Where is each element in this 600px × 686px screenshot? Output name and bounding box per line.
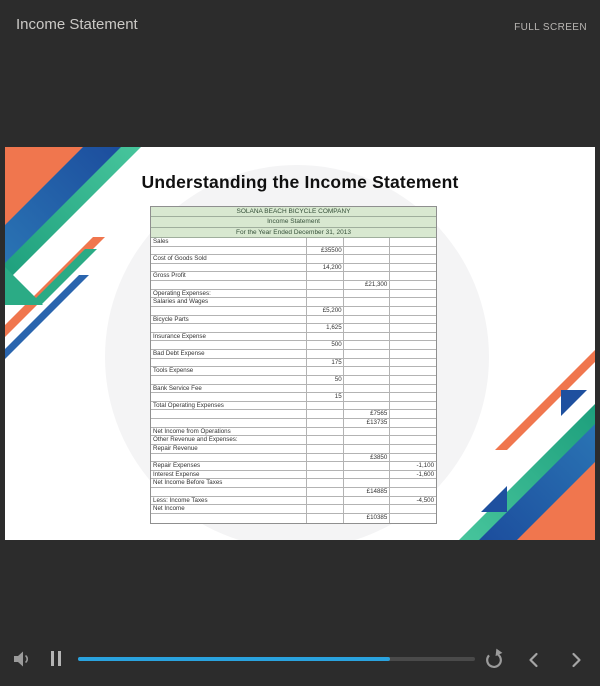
row-label-cell: [151, 247, 306, 255]
amount-cell-2: £14885: [343, 488, 390, 496]
amount-cell-1: [306, 272, 343, 280]
replay-icon: [483, 648, 505, 670]
amount-cell-3: [389, 272, 436, 280]
row-label-cell: [151, 324, 306, 332]
statement-row: [151, 238, 436, 247]
amount-cell-1: [306, 333, 343, 341]
amount-cell-1: [306, 290, 343, 298]
amount-cell-2: [343, 350, 390, 358]
amount-cell-1: [306, 436, 343, 444]
statement-row: [151, 488, 436, 497]
amount-cell-2: £10385: [343, 514, 390, 523]
amount-cell-1: [306, 462, 343, 470]
statement-row: [151, 471, 436, 480]
amount-cell-3: [389, 410, 436, 418]
amount-cell-1: [306, 514, 343, 523]
amount-cell-1: [306, 479, 343, 487]
next-button[interactable]: [565, 650, 586, 671]
amount-cell-2: [343, 272, 390, 280]
statement-row: [151, 445, 436, 454]
row-label-cell: Gross Profit: [153, 272, 186, 280]
income-statement-table: [150, 206, 437, 524]
amount-cell-1: [306, 367, 343, 375]
amount-cell-1: 175: [306, 359, 343, 367]
slide-frame: [5, 147, 595, 540]
volume-button[interactable]: [10, 648, 34, 672]
amount-cell-1: 50: [306, 376, 343, 384]
row-label-cell: Operating Expenses:: [153, 289, 211, 297]
row-label-cell: [151, 264, 306, 272]
amount-cell-1: [306, 488, 343, 496]
amount-cell-2: [343, 290, 390, 298]
statement-row: [151, 307, 436, 316]
amount-cell-3: [389, 479, 436, 487]
amount-cell-1: [306, 428, 343, 436]
amount-cell-3: [389, 247, 436, 255]
row-label-cell: [151, 488, 306, 496]
row-label-cell: Sales: [153, 237, 169, 245]
row-label-cell: [151, 307, 306, 315]
amount-cell-1: £35500: [306, 247, 343, 255]
amount-cell-2: [343, 497, 390, 505]
amount-cell-3: [389, 402, 436, 410]
amount-cell-3: [389, 436, 436, 444]
statement-row: [151, 410, 436, 419]
row-label-cell: [151, 341, 306, 349]
amount-cell-1: [306, 419, 343, 427]
amount-cell-3: [389, 445, 436, 453]
statement-row: [151, 341, 436, 350]
amount-cell-2: [343, 255, 390, 263]
row-label-cell: Salaries and Wages: [153, 298, 209, 306]
amount-cell-2: [343, 385, 390, 393]
amount-cell-2: [343, 307, 390, 315]
statement-row: [151, 454, 436, 463]
amount-cell-3: [389, 307, 436, 315]
amount-cell-1: [306, 445, 343, 453]
row-label-cell: Net Income: [153, 505, 185, 513]
amount-cell-3: [389, 316, 436, 324]
amount-cell-2: £21,300: [343, 281, 390, 289]
row-label-cell: Insurance Expense: [153, 332, 206, 340]
statement-row: [151, 376, 436, 385]
statement-row: [151, 479, 436, 488]
amount-cell-2: [343, 298, 390, 306]
amount-cell-1: £5,200: [306, 307, 343, 315]
progress-fill: [78, 657, 390, 661]
amount-cell-2: [343, 367, 390, 375]
amount-cell-1: 500: [306, 341, 343, 349]
row-label-cell: Net Income Before Taxes: [153, 479, 223, 487]
amount-cell-1: [306, 385, 343, 393]
statement-row: [151, 247, 436, 256]
statement-company-row: SOLANA BEACH BICYCLE COMPANY: [151, 207, 436, 217]
amount-cell-3: [389, 255, 436, 263]
speaker-icon: [11, 648, 33, 670]
amount-cell-1: 1,625: [306, 324, 343, 332]
amount-cell-2: [343, 316, 390, 324]
amount-cell-2: [343, 402, 390, 410]
amount-cell-3: [389, 281, 436, 289]
statement-row: [151, 298, 436, 307]
amount-cell-1: [306, 350, 343, 358]
statement-row: [151, 290, 436, 299]
amount-cell-3: [389, 488, 436, 496]
amount-cell-3: [389, 514, 436, 523]
amount-cell-3: [389, 367, 436, 375]
amount-cell-3: [389, 298, 436, 306]
row-label-cell: [151, 376, 306, 384]
amount-cell-1: 14,200: [306, 264, 343, 272]
row-label-cell: Bicycle Parts: [153, 315, 189, 323]
statement-row: [151, 324, 436, 333]
amount-cell-3: [389, 454, 436, 462]
amount-cell-3: [389, 264, 436, 272]
statement-row: [151, 402, 436, 411]
amount-cell-2: [343, 238, 390, 246]
amount-cell-2: [343, 359, 390, 367]
row-label-cell: [151, 393, 306, 401]
amount-cell-2: £3850: [343, 454, 390, 462]
amount-cell-1: [306, 281, 343, 289]
row-label-cell: Bad Debt Expense: [153, 350, 205, 358]
amount-cell-2: [343, 393, 390, 401]
row-label-cell: Repair Expenses: [153, 462, 201, 470]
chevron-left-icon: [524, 650, 544, 670]
amount-cell-2: [343, 333, 390, 341]
pause-icon: [51, 651, 54, 666]
amount-cell-1: [306, 454, 343, 462]
amount-cell-2: [343, 471, 390, 479]
amount-cell-3: [389, 385, 436, 393]
amount-cell-3: [389, 419, 436, 427]
amount-cell-1: 15: [306, 393, 343, 401]
amount-cell-2: [343, 247, 390, 255]
statement-row: [151, 367, 436, 376]
amount-cell-3: -1,600: [389, 471, 436, 479]
row-label-cell: Net Income from Operations: [153, 427, 231, 435]
amount-cell-3: [389, 350, 436, 358]
amount-cell-2: [343, 324, 390, 332]
amount-cell-3: [389, 324, 436, 332]
fullscreen-button[interactable]: FULL SCREEN: [508, 21, 593, 34]
prev-button[interactable]: [523, 650, 544, 671]
statement-row: [151, 316, 436, 325]
statement-row: [151, 359, 436, 368]
amount-cell-3: [389, 393, 436, 401]
amount-cell-1: [306, 402, 343, 410]
row-label-cell: Tools Expense: [153, 367, 194, 375]
amount-cell-2: [343, 341, 390, 349]
row-label-cell: [151, 281, 306, 289]
amount-cell-2: £7565: [343, 410, 390, 418]
amount-cell-2: [343, 264, 390, 272]
amount-cell-1: [306, 410, 343, 418]
amount-cell-3: [389, 359, 436, 367]
statement-row: [151, 333, 436, 342]
amount-cell-3: [389, 505, 436, 513]
row-label-cell: Cost of Goods Sold: [153, 255, 207, 263]
statement-row: [151, 462, 436, 471]
amount-cell-3: [389, 290, 436, 298]
amount-cell-2: [343, 428, 390, 436]
row-label-cell: Less: Income Taxes: [153, 496, 208, 504]
amount-cell-3: [389, 376, 436, 384]
statement-row: [151, 419, 436, 428]
amount-cell-1: [306, 505, 343, 513]
statement-row: [151, 428, 436, 437]
progress-bar[interactable]: [78, 657, 475, 661]
statement-row: [151, 255, 436, 264]
amount-cell-2: [343, 376, 390, 384]
amount-cell-2: [343, 436, 390, 444]
statement-row: [151, 350, 436, 359]
row-label-cell: Total Operating Expenses: [153, 401, 224, 409]
amount-cell-1: [306, 238, 343, 246]
amount-cell-1: [306, 298, 343, 306]
amount-cell-2: [343, 445, 390, 453]
amount-cell-1: [306, 316, 343, 324]
row-label-cell: [151, 514, 306, 523]
row-label-cell: Other Revenue and Expenses:: [153, 436, 238, 444]
amount-cell-2: [343, 479, 390, 487]
row-label-cell: [151, 359, 306, 367]
statement-period-row: For the Year Ended December 31, 2013: [151, 228, 436, 238]
row-label-cell: [151, 419, 306, 427]
chevron-right-icon: [566, 650, 586, 670]
row-label-cell: Bank Service Fee: [153, 384, 202, 392]
pause-button[interactable]: [47, 650, 65, 670]
amount-cell-2: [343, 462, 390, 470]
amount-cell-3: [389, 428, 436, 436]
amount-cell-2: £13735: [343, 419, 390, 427]
amount-cell-1: [306, 497, 343, 505]
amount-cell-1: [306, 471, 343, 479]
statement-rows: [151, 238, 436, 523]
statement-title-row: Income Statement: [151, 217, 436, 227]
page-title: Income Statement: [16, 16, 138, 33]
statement-row: [151, 514, 436, 523]
row-label-cell: [151, 454, 306, 462]
statement-row: [151, 264, 436, 273]
amount-cell-3: -1,100: [389, 462, 436, 470]
row-label-cell: [151, 410, 306, 418]
replay-button[interactable]: [482, 648, 506, 672]
amount-cell-3: [389, 333, 436, 341]
row-label-cell: Interest Expense: [153, 470, 200, 478]
statement-row: [151, 272, 436, 281]
amount-cell-1: [306, 255, 343, 263]
statement-row: [151, 393, 436, 402]
amount-cell-3: [389, 341, 436, 349]
statement-row: [151, 385, 436, 394]
amount-cell-2: [343, 505, 390, 513]
statement-row: [151, 505, 436, 514]
amount-cell-3: -4,500: [389, 497, 436, 505]
row-label-cell: Repair Revenue: [153, 444, 198, 452]
statement-row: [151, 436, 436, 445]
statement-row: [151, 281, 436, 290]
amount-cell-3: [389, 238, 436, 246]
statement-row: [151, 497, 436, 506]
slide-title: Understanding the Income Statement: [141, 172, 459, 192]
